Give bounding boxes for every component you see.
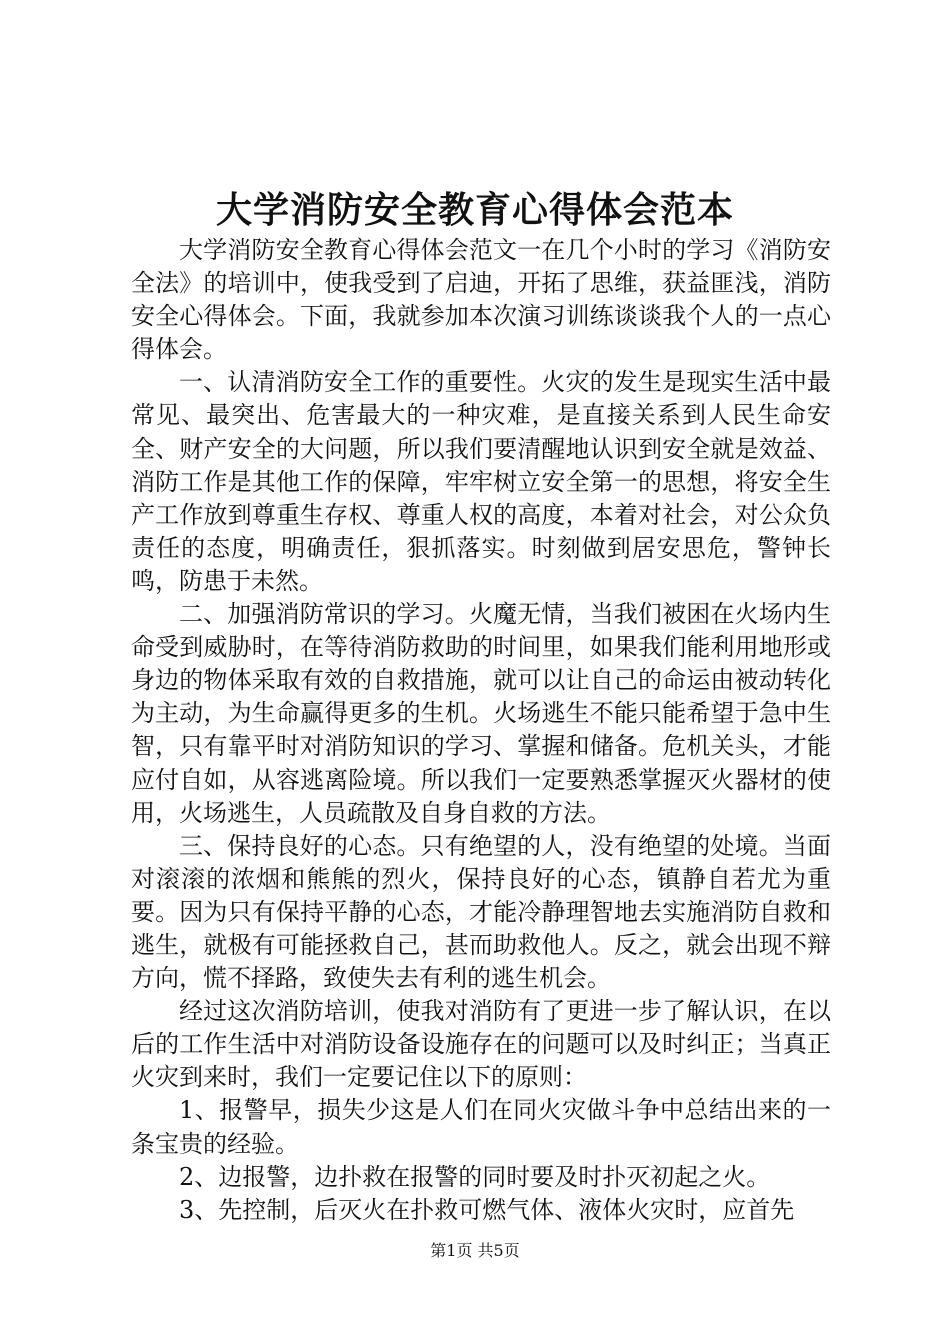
paragraph-section-1: 一、认清消防安全工作的重要性。火灾的发生是现实生活中最常见、最突出、危害最大的一种灾难，是直接关系到人民生命安全、财产安全的大问题，所以我们要清醒地认识到安全就是效益、消防工作是其他工作的保障，牢牢树立安全第一的思想，将安全生产工作放到尊重生存权、尊重人权的高度，本着对社会，对公众负责任的态度，明确责任，狠抓落实。时刻做到居安思危，警钟长鸣，防患于未然。 — [131, 368, 831, 595]
list-item-principle-1: 1、报警早，损失少这是人们在同火灾做斗争中总结出来的一条宝贵的经验。 — [131, 1096, 831, 1158]
document-body — [131, 234, 831, 1227]
paragraph-section-3: 三、保持良好的心态。只有绝望的人，没有绝望的处境。当面对滚滚的浓烟和熊熊的烈火，保持良好的心态，镇静自若尤为重要。因为只有保持平静的心态，才能冷静理智地去实施消防自救和逃生，就极有可能拯救自己，甚而助救他人。反之，就会出现不辩方向，慌不择路，致使失去有利的逃生机会。 — [131, 831, 831, 993]
list-item-principle-3: 3、先控制，后灭火在扑救可燃气体、液体火灾时，应首先 — [179, 1195, 795, 1224]
document-title: 大学消防安全教育心得体会范本 — [215, 189, 734, 231]
paragraph-section-2: 二、加强消防常识的学习。火魔无情，当我们被困在火场内生命受到威胁时，在等待消防救助的时间里，如果我们能利用地形或身边的物体采取有效的自救措施，就可以让自己的命运由被动转化为主动，为生命赢得更多的生机。火场逃生不能只能希望于急中生智，只有靠平时对消防知识的学习、掌握和储备。危机关头，才能应付自如，从容逃离险境。所以我们一定要熟悉掌握灭火器材的使用，火场逃生，人员疏散及自身自救的方法。 — [131, 600, 831, 827]
list-item-principle-2: 2、边报警，边扑救在报警的同时要及时扑灭初起之火。 — [179, 1162, 771, 1191]
page-number-footer: 第1页 共5页 — [430, 1241, 520, 1260]
paragraph-summary: 经过这次消防培训，使我对消防有了更进一步了解认识，在以后的工作生活中对消防设备设施存在的问题可以及时纠正；当真正火灾到来时，我们一定要记住以下的原则： — [131, 997, 831, 1092]
paragraph-intro: 大学消防安全教育心得体会范文一在几个小时的学习《消防安全法》的培训中，使我受到了启迪，开拓了思维，获益匪浅，消防安全心得体会。下面，我就参加本次演习训练谈谈我个人的一点心得体会。 — [131, 236, 831, 364]
